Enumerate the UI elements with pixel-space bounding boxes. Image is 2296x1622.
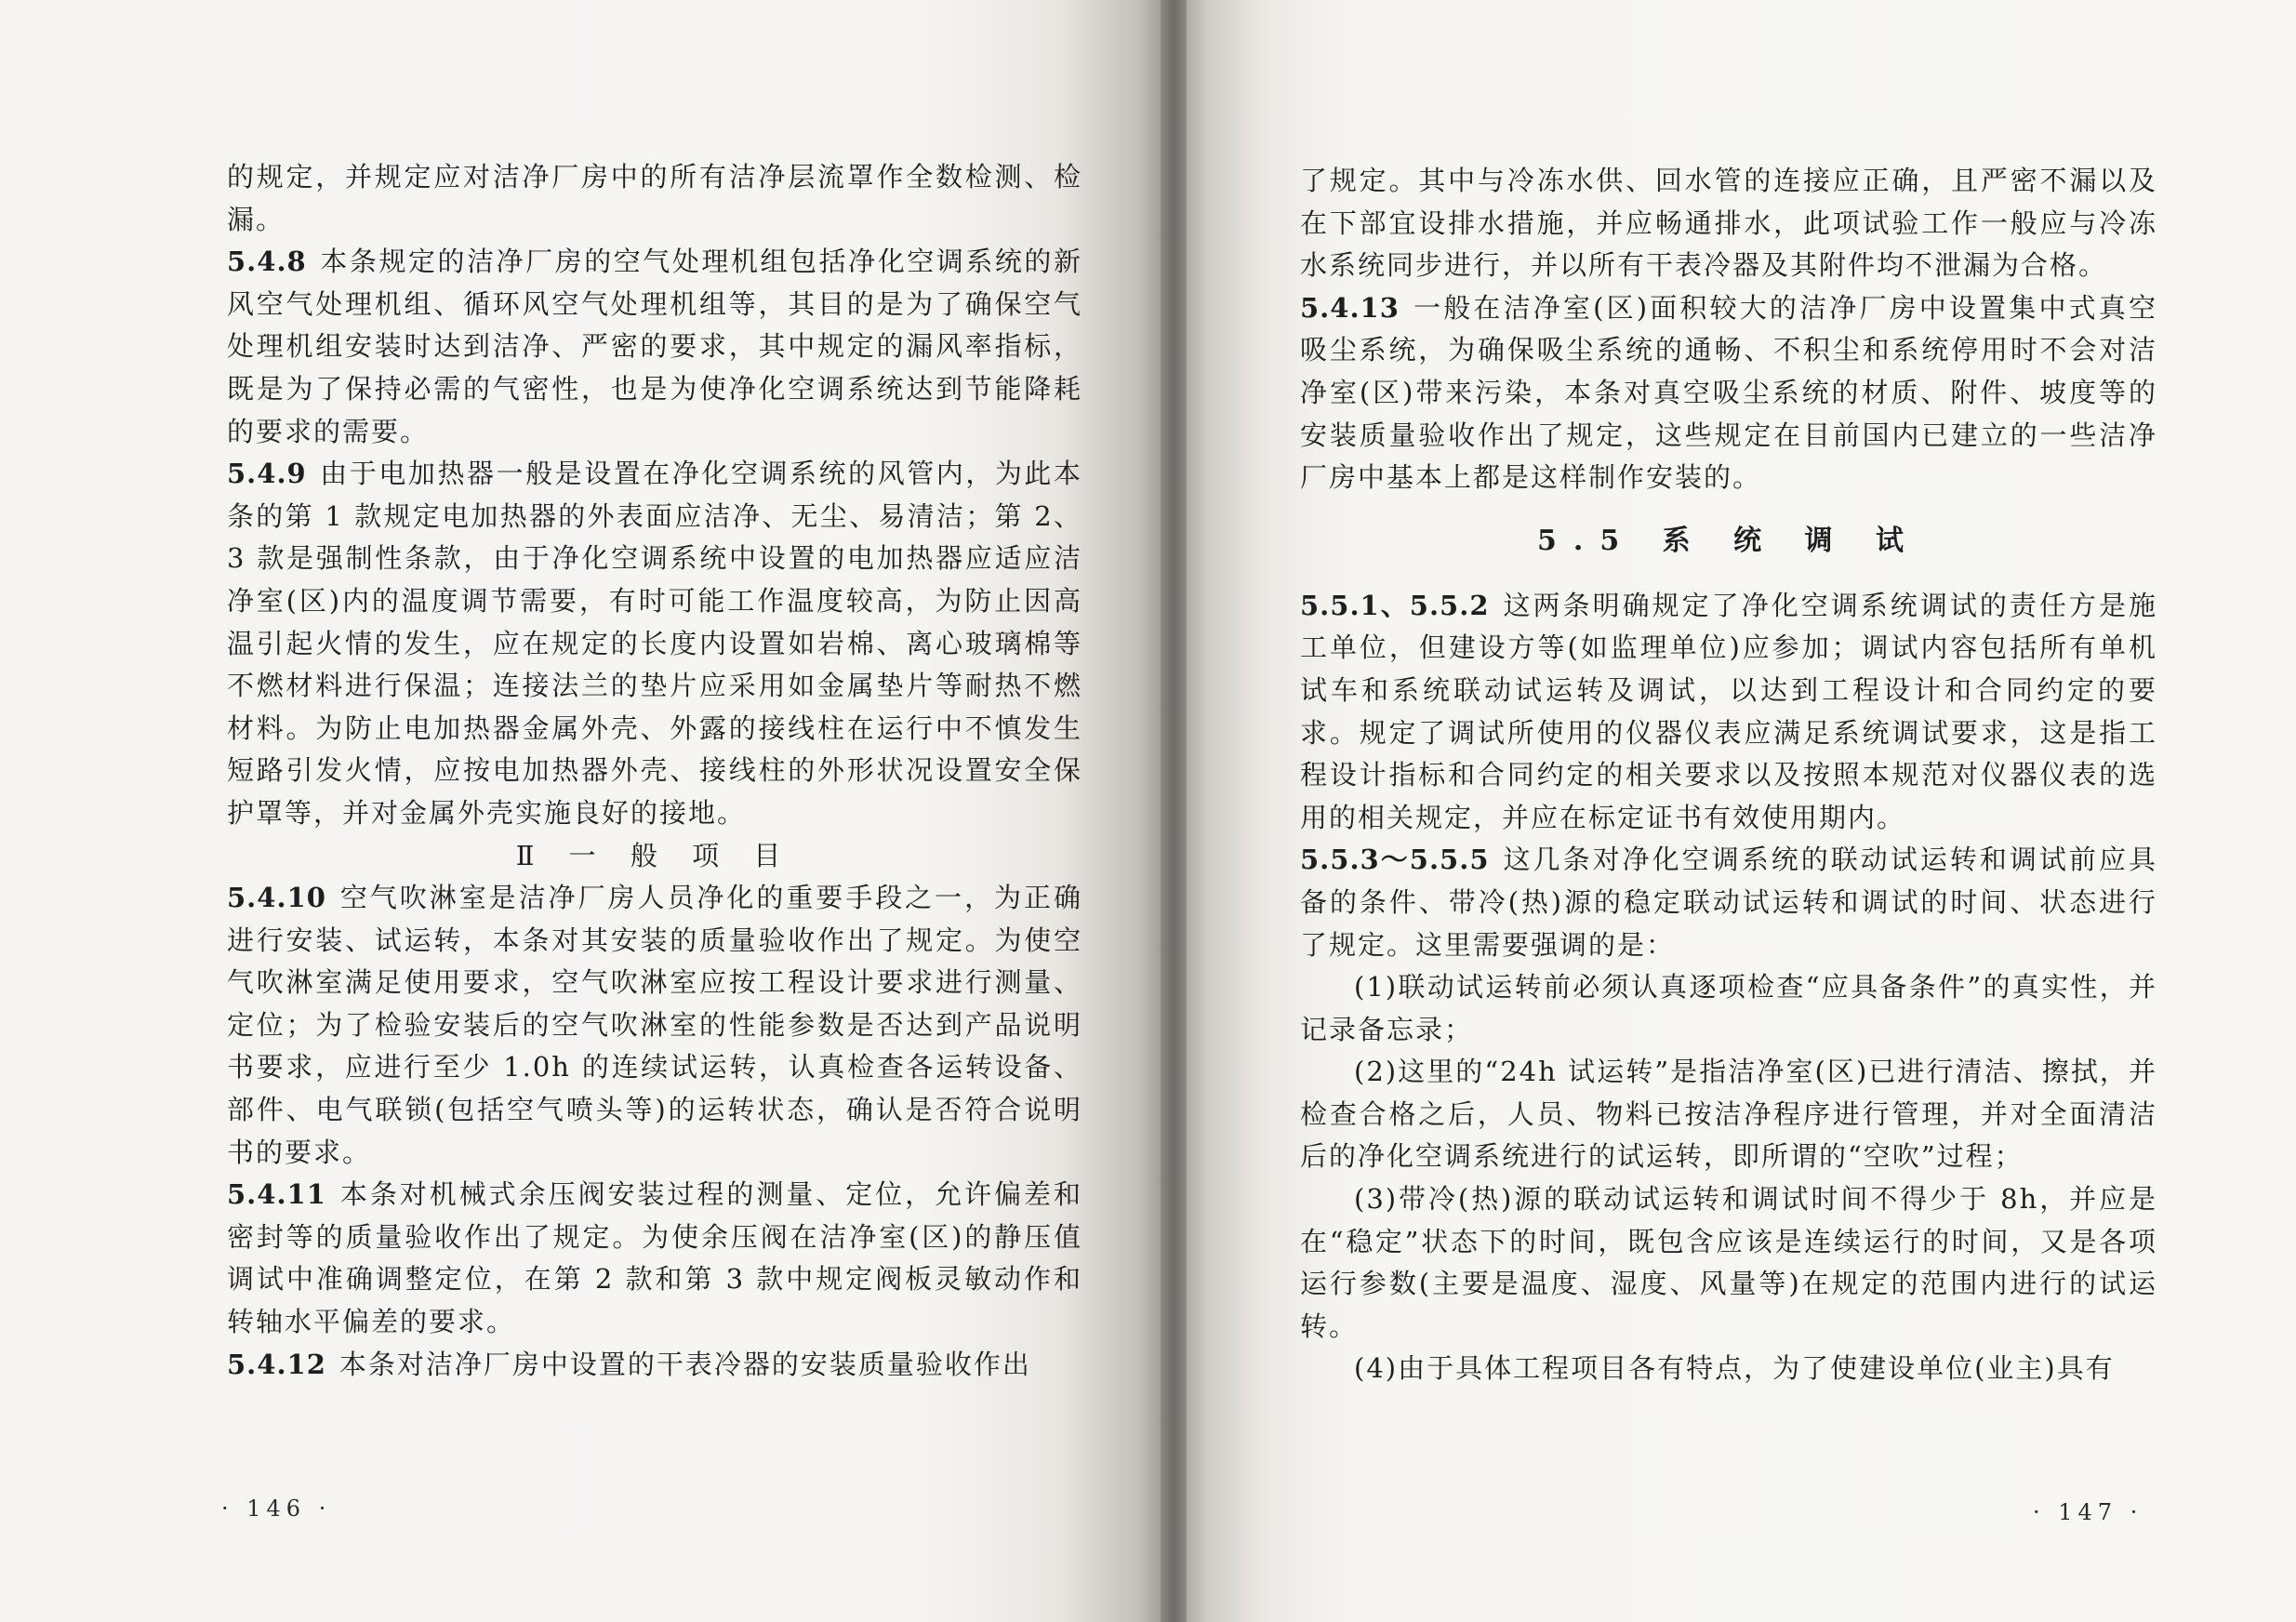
paragraph-text: 的规定，并规定应对洁净厂房中的所有洁净层流罩作全数检测、检漏。 [227, 161, 1082, 235]
paragraph-text: 了规定。其中与冷冻水供、回水管的连接应正确，且严密不漏以及在下部宜设排水措施，并应畅通排水，此项试验工作一般应与冷冻水系统同步进行，并以所有干表冷器及其附件均不泄漏为合格。 [1300, 165, 2157, 282]
page-number: · 146 · [221, 1496, 332, 1522]
left-page-text [227, 156, 1082, 1386]
paragraph-5-4-12 [227, 1344, 1082, 1387]
paragraph-text: 一般在洁净室(区)面积较大的洁净厂房中设置集中式真空吸尘系统，为确保吸尘系统的通畅、不积尘和系统停用时不会对洁净室(区)带来污染，本条对真空吸尘系统的材质、附件、坡度等的安装质量验收作出了规定，这些规定在目前国内已建立的一些洁净厂房中基本上都是这样制作安装的。 [1300, 291, 2157, 494]
paragraph-text: 本条对洁净厂房中设置的干表冷器的安装质量验收作出 [338, 1348, 1031, 1380]
paragraph-5-5-3 [1300, 839, 2157, 966]
paragraph-text: 这几条对净化空调系统的联动试运转和调试前应具备的条件、带冷(热)源的稳定联动试运转和调试的时间、状态进行了规定。这里需要强调的是： [1300, 844, 2157, 961]
section-heading: 5.5 系 统 调 试 [1537, 524, 1920, 557]
clause-number: 5.4.9 [227, 458, 307, 490]
subheading: Ⅱ 一 般 项 目 [515, 839, 794, 871]
book-gutter [1161, 0, 1187, 1622]
paragraph-5-4-10 [227, 877, 1082, 1174]
clause-number: 5.4.10 [227, 882, 326, 914]
clause-number: 5.4.13 [1300, 291, 1400, 324]
paragraph-text: 本条规定的洁净厂房的空气处理机组包括净化空调系统的新风空气处理机组、循环风空气处理机组等，其目的是为了确保空气处理机组安装时达到洁净、严密的要求，其中规定的漏风率指标，既是为了保持必需的气密性，也是为使净化空调系统达到节能降耗的要求的需要。 [227, 246, 1082, 447]
list-item: (1)联动试运转前必须认真逐项检查“应具备条件”的真实性，并记录备忘录； [1300, 971, 2157, 1045]
paragraph-text: 这两条明确规定了净化空调系统调试的责任方是施工单位，但建设方等(如监理单位)应参加；调试内容包括所有单机试车和系统联动试运转及调试，以达到工程设计和合同约定的要求。规定了调试所使用的仪器仪表应满足系统调试要求，这是指工程设计指标和合同约定的相关要求以及按照本规范对仪器仪表的选用的相关规定，并应在标定证书有效使用期内。 [1300, 589, 2157, 833]
clause-number: 5.5.1、5.5.2 [1300, 589, 1490, 621]
right-page [1174, 0, 2296, 1622]
paragraph-5-4-8 [227, 241, 1082, 453]
paragraph-text: 本条对机械式余压阀安装过程的测量、定位，允许偏差和密封等的质量验收作出了规定。为使余压阀在洁净室(区)的静压值调试中准确调整定位，在第 2 款和第 3 款中规定阀板灵敏动作和转轴水平偏差的要求。 [227, 1178, 1082, 1338]
paragraph [1300, 160, 2157, 287]
paragraph-5-4-13 [1300, 287, 2157, 499]
paragraph-text: 由于电加热器一般是设置在净化空调系统的风管内，为此本条的第 1 款规定电加热器的外表面应洁净、无尘、易清洁；第 2、3 款是强制性条款，由于净化空调系统中设置的电加热器应适应洁净室(区)内的温度调节需要，有时可能工作温度较高，为防止因高温引起火情的发生，应在规定的长度内设置如岩棉、离心玻璃棉等不燃材料进行保温；连接法兰的垫片应采用如金属垫片等耐热不燃材料。为防止电加热器金属外壳、外露的接线柱在运行中不慎发生短路引发火情，应按电加热器外壳、接线柱的外形状况设置安全保护罩等，并对金属外壳实施良好的接地。 [227, 458, 1082, 829]
right-page-text [1300, 160, 2157, 1390]
clause-number: 5.4.11 [227, 1178, 326, 1211]
list-item: (3)带冷(热)源的联动试运转和调试时间不得少于 8h，并应是在“稳定”状态下的时间，既包含应该是连续运行的时间，又是各项运行参数(主要是温度、湿度、风量等)在规定的范围内进行的试运转。 [1300, 1183, 2157, 1342]
paragraph-5-4-9 [227, 453, 1082, 834]
paragraph-text: 空气吹淋室是洁净厂房人员净化的重要手段之一，为正确进行安装、试运转，本条对其安装的质量验收作出了规定。为使空气吹淋室满足使用要求，空气吹淋室应按工程设计要求进行测量、定位；为了检验安装后的空气吹淋室的性能参数是否达到产品说明书要求，应进行至少 1.0h 的连续试运转，认真检查各运转设备、部件、电气联锁(包括空气喷头等)的运转状态，确认是否符合说明书的要求。 [227, 882, 1082, 1168]
page-number: · 147 · [2033, 1499, 2143, 1525]
paragraph-5-4-11 [227, 1174, 1082, 1343]
list-item: (2)这里的“24h 试运转”是指洁净室(区)已进行清洁、擦拭，并检查合格之后，人员、物料已按洁净程序进行管理，并对全面清洁后的净化空调系统进行的试运转，即所谓的“空吹”过程； [1300, 1056, 2157, 1173]
list-item: (4)由于具体工程项目各有特点，为了使建设单位(业主)具有 [1354, 1352, 2115, 1385]
paragraph-5-5-1 [1300, 585, 2157, 840]
clause-number: 5.4.12 [227, 1348, 326, 1380]
paragraph [227, 156, 1082, 241]
clause-number: 5.5.3～5.5.5 [1300, 844, 1490, 876]
clause-number: 5.4.8 [227, 246, 307, 278]
